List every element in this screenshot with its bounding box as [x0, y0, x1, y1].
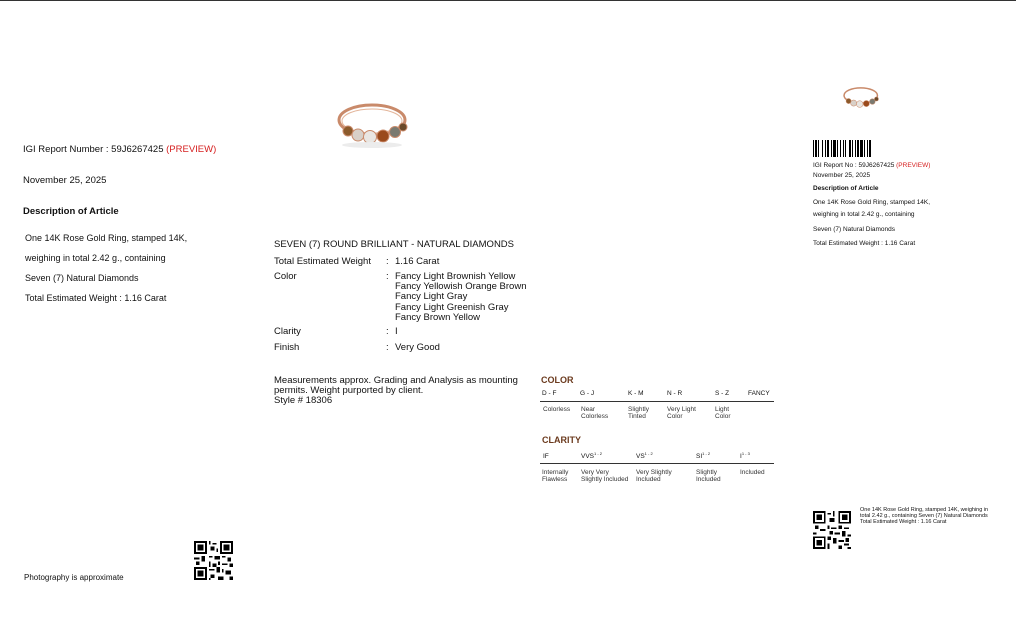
top-border — [0, 0, 1016, 1]
report-number-label: IGI Report Number : — [23, 144, 112, 155]
card-description-line: Seven (7) Natural Diamonds — [813, 226, 896, 233]
finish-label: Finish — [274, 342, 300, 353]
card-summary: One 14K Rose Gold Ring, stamped 14K, weighing in total 2.42 g., containing Seven (7) Natural Diamonds Total Estimated Weight : 1.16 Carat — [860, 507, 989, 525]
weight-label: Total Estimated Weight — [274, 256, 371, 267]
color-grade: FANCY — [748, 390, 770, 397]
style-number: Style # 18306 — [274, 395, 333, 406]
clarity-label: Clarity — [274, 326, 301, 337]
clarity-scale-line — [540, 463, 774, 464]
color-grade: G - J — [580, 390, 595, 397]
clarity-scale-title: CLARITY — [542, 435, 581, 445]
report-number-line — [23, 144, 216, 155]
color-value: Fancy Light Brownish Yellow — [395, 271, 516, 282]
color-grade: K - M — [628, 390, 644, 397]
preview-tag: (PREVIEW) — [166, 144, 217, 155]
card-report-line — [813, 162, 930, 169]
photo-note: Photography is approximate — [24, 573, 124, 582]
color-value: Fancy Brown Yellow — [395, 312, 481, 323]
weight-sep: : — [386, 256, 389, 267]
barcode-icon — [813, 140, 890, 157]
card-report-number: 59J6267425 — [858, 162, 895, 169]
color-scale-line — [540, 401, 774, 402]
color-grade: D - F — [542, 390, 557, 397]
clarity-grade: SI$^{1 - 2}$ — [696, 451, 711, 461]
card-qr-code-icon — [813, 511, 851, 549]
clarity-grade: IF — [543, 453, 549, 461]
color-grade: N - R — [667, 390, 683, 397]
ring-photo — [335, 100, 410, 150]
color-desc: Slightly Tinted — [628, 406, 649, 420]
color-grade: S - Z — [715, 390, 730, 397]
grading-heading: SEVEN (7) ROUND BRILLIANT - NATURAL DIAMONDS — [274, 239, 515, 250]
report-number: 59J6267425 — [111, 144, 164, 155]
color-label: Color — [274, 271, 297, 282]
card-description-line: Total Estimated Weight : 1.16 Carat — [813, 240, 916, 247]
color-desc: Very Light Color — [667, 406, 696, 420]
clarity-desc: Internally Flawless — [542, 469, 569, 483]
weight-value: 1.16 Carat — [395, 256, 440, 267]
card-description-line: weighing in total 2.42 g., containing — [813, 211, 915, 218]
qr-code-icon — [194, 541, 233, 580]
color-value: Fancy Yellowish Orange Brown — [395, 281, 527, 292]
clarity-grade: VVS$^{1 - 2}$ — [581, 451, 603, 461]
clarity-sep: : — [386, 326, 389, 337]
card-description-line: One 14K Rose Gold Ring, stamped 14K, — [813, 199, 931, 206]
card-preview-tag: (PREVIEW) — [896, 162, 931, 169]
color-value: Fancy Light Greenish Gray — [395, 302, 509, 313]
clarity-desc: Very Very Slightly Included — [581, 469, 629, 483]
clarity-grade: VS$^{1 - 2}$ — [636, 451, 653, 461]
card-report-label: IGI Report No : — [813, 162, 859, 169]
color-desc: Near Colorless — [581, 406, 609, 420]
description-line: Total Estimated Weight : 1.16 Carat — [25, 293, 167, 303]
finish-value: Very Good — [395, 342, 440, 353]
color-scale-title: COLOR — [541, 375, 574, 385]
description-line: Seven (7) Natural Diamonds — [25, 273, 139, 283]
description-title: Description of Article — [23, 206, 119, 217]
ring-thumbnail — [842, 85, 880, 111]
card-description-title: Description of Article — [813, 185, 879, 192]
clarity-grade: $I^{1 - 3}$ — [740, 451, 750, 461]
clarity-desc: Slightly Included — [696, 469, 721, 483]
color-desc: Colorless — [543, 406, 571, 413]
report-date: November 25, 2025 — [23, 175, 107, 186]
finish-sep: : — [386, 342, 389, 353]
notes-line: Measurements approx. Grading and Analysis as mounting — [274, 375, 518, 386]
clarity-desc: Included — [740, 469, 765, 476]
clarity-desc: Very Slightly Included — [636, 469, 672, 483]
color-desc: Light Color — [715, 406, 731, 420]
color-sep: : — [386, 271, 389, 282]
description-line: One 14K Rose Gold Ring, stamped 14K, — [25, 233, 188, 243]
card-date: November 25, 2025 — [813, 172, 871, 179]
description-line: weighing in total 2.42 g., containing — [25, 253, 166, 263]
clarity-value: I — [395, 326, 398, 337]
color-value: Fancy Light Gray — [395, 291, 468, 302]
notes-line: permits. Weight purported by client. — [274, 385, 424, 396]
